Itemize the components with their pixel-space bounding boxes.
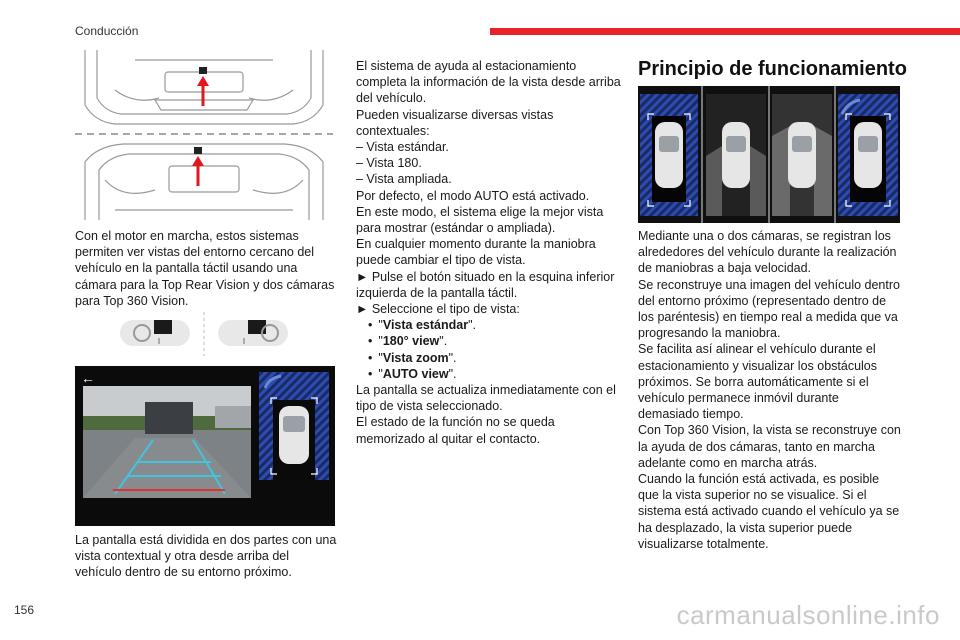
back-arrow-icon: ← — [81, 370, 95, 386]
view-option: • "180° view". — [368, 333, 621, 349]
intro-paragraph — [75, 228, 337, 309]
col2-line: ► Pulse el botón situado en la esquina inferior izquierda de la pantalla táctil. — [356, 269, 615, 300]
view-button-illustration — [120, 312, 288, 356]
col2-line: El sistema de ayuda al estacionamiento completa la información de la vista desde arriba del vehículo. — [356, 59, 621, 106]
view-option: • "Vista estándar". — [368, 317, 621, 333]
car-outline-drawing — [75, 50, 333, 220]
screen-description-text: La pantalla está dividida en dos partes con una vista contextual y otra desde arriba del vehículo dentro de su entorno próximo. — [75, 533, 337, 580]
watermark: carmanualsonline.info — [676, 600, 940, 630]
col3-line: Se facilita así alinear el vehículo durante el estacionamiento y visualizar los obstáculos próximos. Se borra automáticamente si el vehículo permanece inmóvil durante demasiado tiempo. — [638, 342, 878, 422]
view-option: • "AUTO view". — [368, 366, 621, 382]
col2-line: En este modo, el sistema elige la mejor vista para mostrar (estándar o ampliada). — [356, 204, 604, 236]
col2-line: El estado de la función no se queda memorizado al quitar el contacto. — [356, 415, 555, 446]
col2-line: – Vista estándar. — [356, 140, 449, 155]
camera-location-illustration — [75, 50, 333, 220]
column-two-text — [356, 58, 621, 447]
header-section-label: Conducción — [75, 24, 139, 38]
col2-line: – Vista 180. — [356, 156, 422, 171]
col3-line: Se reconstruye una imagen del vehículo dentro del entorno próximo (representado dentro de los paréntesis) en tiempo real a medida que va progresando la maniobra. — [638, 277, 900, 341]
view-type-list — [356, 317, 621, 382]
screen-description — [75, 532, 337, 581]
col3-line: Con Top 360 Vision, la vista se reconstruye con la ayuda de dos cámaras, tanto en marcha adelante como en marcha atrás. — [638, 423, 901, 470]
intro-text: Con el motor en marcha, estos sistemas permiten ver vistas del entorno cercano del vehículo en la pantalla táctil usando una cámara para la Top Rear Vision y dos cámaras para Top 360 Vision. — [75, 229, 335, 308]
col2-line: La pantalla se actualiza inmediatamente con el tipo de vista seleccionado. — [356, 383, 616, 414]
col2-line: ► Seleccione el tipo de vista: — [356, 302, 520, 317]
col2-line: – Vista ampliada. — [356, 172, 452, 187]
col2-line: Pueden visualizarse diversas vistas contextuales: — [356, 107, 554, 138]
top-view-sequence-illustration — [638, 86, 900, 223]
col2-line: En cualquier momento durante la maniobra puede cambiar el tipo de vista. — [356, 237, 596, 268]
rear-camera-screen — [75, 366, 335, 526]
col2-line: Por defecto, el modo AUTO está activado. — [356, 188, 590, 203]
column-three-text — [638, 228, 903, 552]
header-accent-bar — [490, 28, 960, 35]
col3-line: Cuando la función está activada, es posible que la vista superior no se visualice. Si el sistema está activado cuando el vehículo ya se ha desplazado, la vista superior puede visualizarse totalmente. — [638, 472, 900, 551]
view-option: • "Vista zoom". — [368, 350, 621, 366]
section-title: Principio de funcionamiento — [638, 58, 907, 80]
page-number: 156 — [14, 603, 35, 617]
col3-line: Mediante una o dos cámaras, se registran los alrededores del vehículo durante la realización de maniobras a baja velocidad. — [638, 229, 897, 276]
